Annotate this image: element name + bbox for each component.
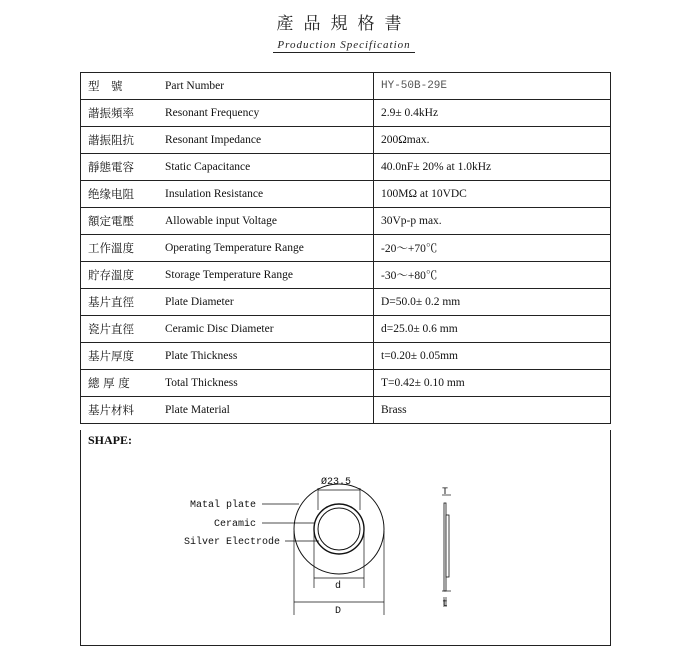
table-row bbox=[81, 208, 611, 235]
spec-table bbox=[80, 72, 611, 424]
shape-panel bbox=[80, 430, 611, 646]
page-title: 產品規格書 bbox=[276, 14, 412, 34]
side-view-ceramic bbox=[446, 515, 449, 577]
plate-diameter-label: D bbox=[335, 606, 342, 617]
row-value: 100MΩ at 10VDC bbox=[374, 181, 611, 208]
silver-electrode-label: Silver Electrode bbox=[184, 537, 281, 548]
ceramic-label: Ceramic bbox=[214, 519, 257, 530]
table-row bbox=[81, 316, 611, 343]
row-label-en: Plate Diameter bbox=[152, 289, 374, 316]
row-value: T=0.42± 0.10 mm bbox=[374, 370, 611, 397]
row-label-cn: 總 厚 度 bbox=[81, 370, 153, 397]
shape-drawing bbox=[81, 430, 610, 645]
row-value: HY-50B-29E bbox=[374, 73, 611, 100]
row-label-cn: 靜態電容 bbox=[81, 154, 153, 181]
row-label-cn: 基片材料 bbox=[81, 397, 153, 424]
row-label-cn: 額定電壓 bbox=[81, 208, 153, 235]
row-label-cn: 型 號 bbox=[81, 73, 153, 100]
row-label-en: Ceramic Disc Diameter bbox=[152, 316, 374, 343]
row-label-en: Insulation Resistance bbox=[152, 181, 374, 208]
total-thickness-label: T bbox=[442, 487, 449, 498]
row-value: 200Ωmax. bbox=[374, 127, 611, 154]
silver-electrode-circle bbox=[318, 508, 360, 550]
inner-diameter-label: Ø23.5 bbox=[321, 477, 352, 488]
row-value: 40.0nF± 20% at 1.0kHz bbox=[374, 154, 611, 181]
row-value: Brass bbox=[374, 397, 611, 424]
row-label-cn: 瓷片直徑 bbox=[81, 316, 153, 343]
shape-heading: SHAPE: bbox=[88, 433, 133, 447]
table-row bbox=[81, 73, 611, 100]
row-label-en: Storage Temperature Range bbox=[152, 262, 374, 289]
row-label-cn: 绝缘电阻 bbox=[81, 181, 153, 208]
row-label-cn: 貯存溫度 bbox=[81, 262, 153, 289]
row-label-en: Resonant Impedance bbox=[152, 127, 374, 154]
row-value: d=25.0± 0.6 mm bbox=[374, 316, 611, 343]
table-row bbox=[81, 343, 611, 370]
row-value: -20～+70℃ bbox=[374, 235, 611, 262]
table-row bbox=[81, 262, 611, 289]
metal-plate-circle bbox=[294, 484, 384, 574]
row-label-en: Allowable input Voltage bbox=[152, 208, 374, 235]
table-row bbox=[81, 370, 611, 397]
row-value: t=0.20± 0.05mm bbox=[374, 343, 611, 370]
row-label-en: Plate Thickness bbox=[152, 343, 374, 370]
row-label-cn: 基片厚度 bbox=[81, 343, 153, 370]
table-row bbox=[81, 181, 611, 208]
table-row bbox=[81, 154, 611, 181]
row-value: D=50.0± 0.2 mm bbox=[374, 289, 611, 316]
row-label-cn: 諧振阻抗 bbox=[81, 127, 153, 154]
table-row bbox=[81, 397, 611, 424]
row-value: 2.9± 0.4kHz bbox=[374, 100, 611, 127]
row-label-en: Static Capacitance bbox=[152, 154, 374, 181]
row-label-cn: 工作溫度 bbox=[81, 235, 153, 262]
row-label-en: Resonant Frequency bbox=[152, 100, 374, 127]
table-row bbox=[81, 235, 611, 262]
page-subtitle: Production Specification bbox=[0, 39, 688, 51]
ceramic-diameter-label: d bbox=[335, 581, 342, 592]
table-row bbox=[81, 127, 611, 154]
table-row bbox=[81, 289, 611, 316]
plate-thickness-label: t bbox=[442, 599, 449, 610]
row-label-en: Plate Material bbox=[152, 397, 374, 424]
row-label-cn: 諧振頻率 bbox=[81, 100, 153, 127]
row-label-en: Total Thickness bbox=[152, 370, 374, 397]
row-label-en: Part Number bbox=[152, 73, 374, 100]
ceramic-disc-circle bbox=[314, 504, 364, 554]
metal-plate-label: Matal plate bbox=[190, 500, 257, 511]
row-value: 30Vp-p max. bbox=[374, 208, 611, 235]
table-row bbox=[81, 100, 611, 127]
row-label-cn: 基片直徑 bbox=[81, 289, 153, 316]
row-value: -30～+80℃ bbox=[374, 262, 611, 289]
row-label-en: Operating Temperature Range bbox=[152, 235, 374, 262]
